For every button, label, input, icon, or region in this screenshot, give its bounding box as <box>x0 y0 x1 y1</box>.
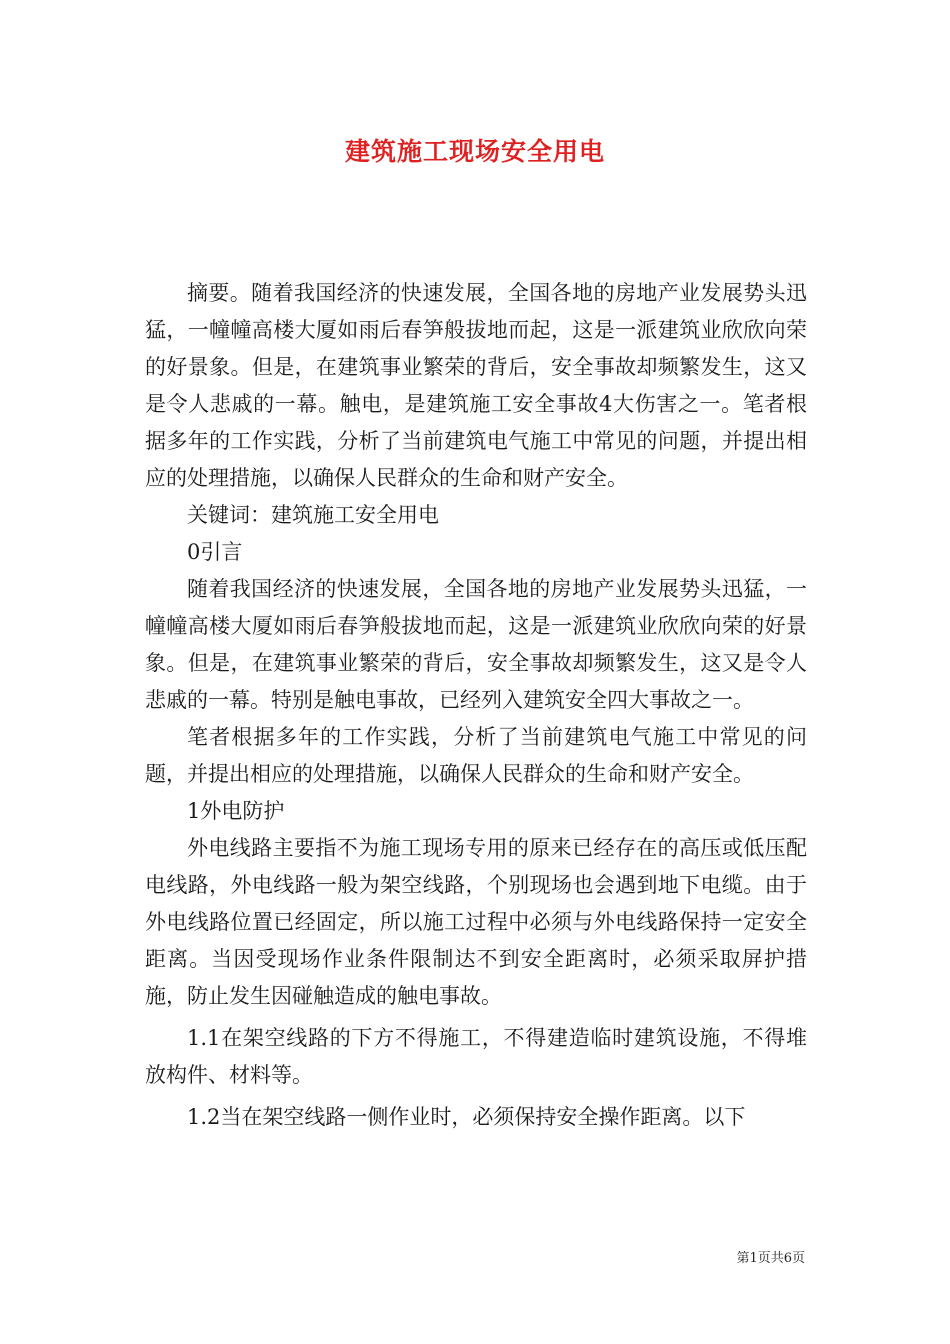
page-number: 第1页共6页 <box>736 1251 805 1266</box>
abstract-paragraph: 摘要。随着我国经济的快速发展，全国各地的房地产业发展势头迅猛，一幢幢高楼大厦如雨后春笋般拔地而起，这是一派建筑业欣欣向荣的好景象。但是，在建筑事业繁荣的背后，安全事故却频繁发生，这又是令人悲戚的一幕。触电，是建筑施工安全事故4大伤害之一。笔者根据多年的工作实践，分析了当前建筑电气施工中常见的问题，并提出相应的处理措施，以确保人民群众的生命和财产安全。 <box>145 281 807 490</box>
body-paragraph: 随着我国经济的快速发展，全国各地的房地产业发展势头迅猛，一幢幢高楼大厦如雨后春笋般拔地而起，这是一派建筑业欣欣向荣的好景象。但是，在建筑事业繁荣的背后，安全事故却频繁发生，这又是令人悲戚的一幕。特别是触电事故，已经列入建筑安全四大事故之一。 <box>145 577 807 712</box>
section-heading-external-power: 1外电防护 <box>187 799 285 823</box>
keywords-line: 关键词：建筑施工安全用电 <box>187 503 439 527</box>
body-paragraph: 笔者根据多年的工作实践，分析了当前建筑电气施工中常见的问题，并提出相应的处理措施，以确保人民群众的生命和财产安全。 <box>145 725 807 786</box>
section-heading-introduction: 0引言 <box>187 540 243 564</box>
list-item-1-2: 1.2当在架空线路一侧作业时，必须保持安全操作距离。以下 <box>187 1105 746 1129</box>
document-body <box>145 275 807 1136</box>
document-title: 建筑施工现场安全用电 <box>344 137 605 166</box>
body-paragraph: 外电线路主要指不为施工现场专用的原来已经存在的高压或低压配电线路，外电线路一般为架空线路，个别现场也会遇到地下电缆。由于外电线路位置已经固定，所以施工过程中必须与外电线路保持一定安全距离。当因受现场作业条件限制达不到安全距离时，必须采取屏护措施，防止发生因碰触造成的触电事故。 <box>145 836 807 1008</box>
list-item-1-1: 1.1在架空线路的下方不得施工，不得建造临时建筑设施，不得堆放构件、材料等。 <box>145 1026 807 1087</box>
